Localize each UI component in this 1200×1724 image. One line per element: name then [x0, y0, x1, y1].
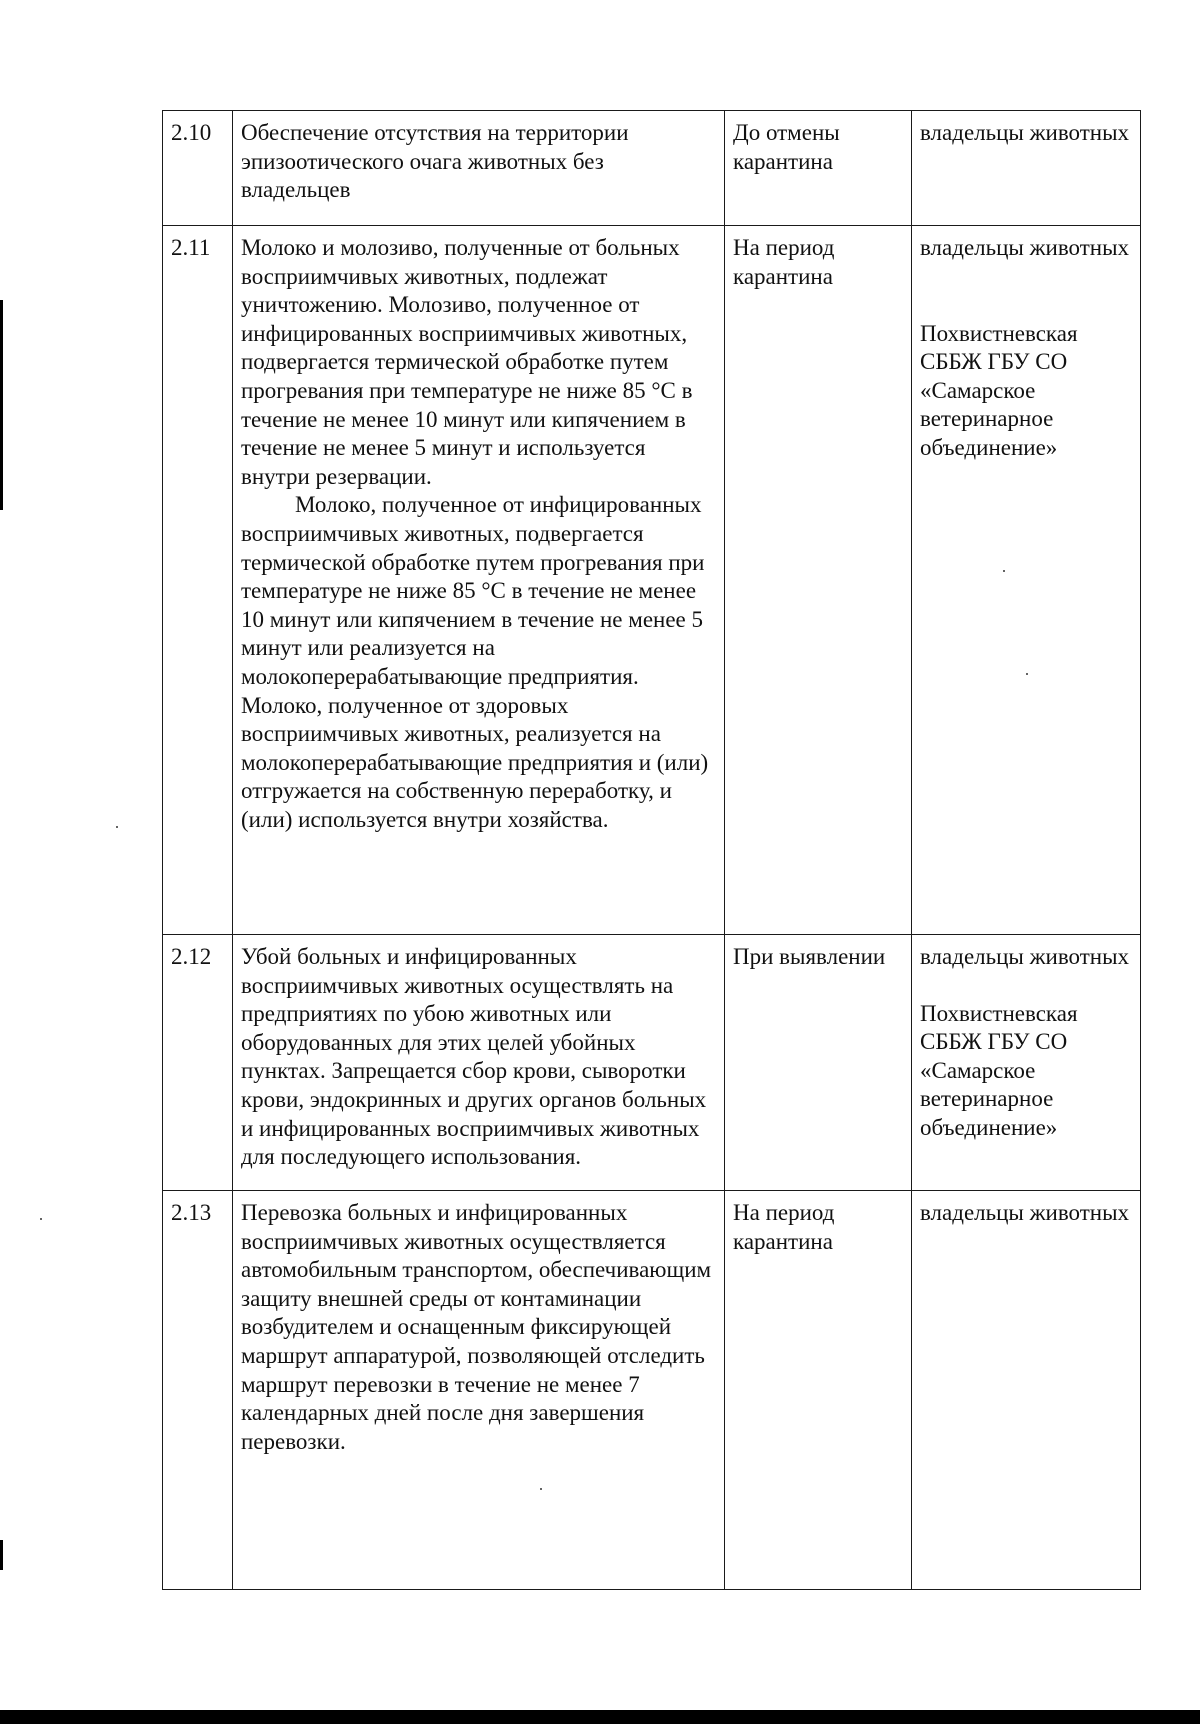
term-cell: На период карантина	[725, 226, 912, 935]
scan-speck	[116, 826, 118, 828]
responsible-entry: владельцы животных	[920, 944, 1130, 969]
item-number: 2.10	[163, 111, 233, 226]
item-number: 2.11	[163, 226, 233, 935]
scan-speck	[540, 1488, 542, 1490]
scan-speck	[40, 1218, 42, 1220]
scan-speck	[1026, 673, 1028, 675]
term-cell: При выявлении	[725, 935, 912, 1191]
measure-paragraph: Молоко, полученное от инфицированных восприимчивых животных, подвергается термической обработке путем прогревания при температуре не ниже 85 °С в течение не менее 10 минут или кипячением в течение не менее 5 минут или реализуется на молокоперерабатывающие предприятия. Молоко, полученное от здоровых восприимчивых животных, реализуется на молокоперерабатывающие предприятия и (или) отгружается на собственную переработку, и (или) используется внутри хозяйства.	[241, 492, 709, 832]
measures-table	[162, 110, 1141, 1590]
measure-paragraph: Убой больных и инфицированных восприимчивых животных осуществлять на предприятиях по убою животных или оборудованных для этих целей убойных пунктах. Запрещается сбор крови, сыворотки крови, эндокринных и других органов больных и инфицированных восприимчивых животных для последующего использования.	[241, 944, 707, 1170]
table-row	[163, 935, 1141, 1191]
item-number: 2.13	[163, 1191, 233, 1590]
responsible-cell	[912, 1191, 1141, 1590]
scan-edge-mark	[0, 300, 3, 510]
measure-text	[233, 111, 725, 226]
responsible-entry: Похвистневская СББЖ ГБУ СО «Самарское ветеринарное объединение»	[920, 320, 1078, 460]
table-row	[163, 226, 1141, 935]
responsible-entry: владельцы животных	[920, 1200, 1130, 1225]
table-row	[163, 1191, 1141, 1590]
measure-paragraph: Обеспечение отсутствия на территории эпизоотического очага животных без владельцев	[241, 120, 629, 203]
responsible-entry: владельцы животных	[920, 120, 1130, 145]
responsible-cell	[912, 111, 1141, 226]
scan-bottom-border	[0, 1710, 1200, 1724]
scan-speck	[1003, 570, 1005, 572]
measure-text	[233, 935, 725, 1191]
scan-edge-mark	[0, 1540, 3, 1570]
measure-text	[233, 1191, 725, 1590]
measure-paragraph: Перевозка больных и инфицированных восприимчивых животных осуществляется автомобильным транспортом, обеспечивающим защиту внешней среды от контаминации возбудителем и оснащенным фиксирующей маршрут аппаратурой, позволяющей отследить маршрут перевозки в течение не менее 7 календарных дней после дня завершения перевозки.	[241, 1200, 712, 1454]
spacer	[920, 263, 1134, 320]
table-row	[163, 111, 1141, 226]
term-cell: На период карантина	[725, 1191, 912, 1590]
measure-text	[233, 226, 725, 935]
responsible-entry: Похвистневская СББЖ ГБУ СО «Самарское ветеринарное объединение»	[920, 1000, 1078, 1140]
term-cell: До отмены карантина	[725, 111, 912, 226]
spacer	[920, 972, 1134, 1000]
measure-paragraph: Молоко и молозиво, полученные от больных восприимчивых животных, подлежат уничтожению. Молозиво, полученное от инфицированных восприимчивых животных, подвергается термической обработке путем прогревания при температуре не ниже 85 °С в течение не менее 10 минут или кипячением в течение не менее 5 минут и используется внутри резервации.	[241, 235, 693, 489]
responsible-entry: владельцы животных	[920, 235, 1130, 260]
responsible-cell	[912, 226, 1141, 935]
item-number: 2.12	[163, 935, 233, 1191]
responsible-cell	[912, 935, 1141, 1191]
